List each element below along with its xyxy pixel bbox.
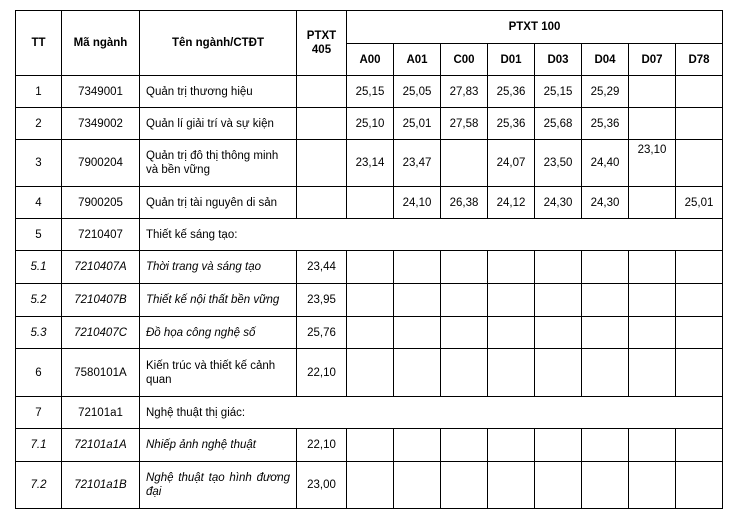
row-group-name: Nghệ thuật thị giác: [140, 397, 723, 429]
header-subject-d07: D07 [629, 44, 676, 76]
row-score-d03: 25,15 [535, 76, 582, 108]
header-ptxt100: PTXT 100 [347, 11, 723, 44]
table-row [16, 397, 723, 429]
row-code: 72101a1A [62, 429, 140, 462]
row-score-a01 [394, 284, 441, 317]
row-ptxt405: 25,76 [297, 317, 347, 349]
row-score-d07 [629, 284, 676, 317]
row-ptxt405 [297, 108, 347, 140]
row-score-d07 [629, 108, 676, 140]
row-code: 72101a1 [62, 397, 140, 429]
row-ptxt405 [297, 140, 347, 187]
row-score-d03 [535, 317, 582, 349]
row-score-a01 [394, 251, 441, 284]
table-row [16, 76, 723, 108]
admission-table-container [15, 10, 723, 509]
row-score-d78 [676, 108, 723, 140]
row-score-a01 [394, 462, 441, 509]
row-score-d07 [629, 187, 676, 219]
table-row [16, 219, 723, 251]
row-code: 7349002 [62, 108, 140, 140]
row-score-d04 [582, 251, 629, 284]
row-code: 7210407B [62, 284, 140, 317]
row-score-d03 [535, 251, 582, 284]
header-subject-d04: D04 [582, 44, 629, 76]
row-score-d78 [676, 349, 723, 397]
row-ptxt405: 22,10 [297, 429, 347, 462]
row-tt: 7 [16, 397, 62, 429]
table-row [16, 251, 723, 284]
header-subject-c00: C00 [441, 44, 488, 76]
row-name: Quản trị tài nguyên di sản [140, 187, 297, 219]
row-score-d78 [676, 251, 723, 284]
table-row [16, 317, 723, 349]
row-score-d04 [582, 429, 629, 462]
row-score-d07 [629, 317, 676, 349]
row-code: 7580101A [62, 349, 140, 397]
row-score-d78 [676, 429, 723, 462]
row-name: Quản lí giải trí và sự kiện [140, 108, 297, 140]
row-score-d07 [629, 251, 676, 284]
row-score-a01: 25,05 [394, 76, 441, 108]
row-score-d78: 25,01 [676, 187, 723, 219]
row-score-d01 [488, 317, 535, 349]
header-subject-a00: A00 [347, 44, 394, 76]
row-score-d04: 24,40 [582, 140, 629, 187]
row-tt: 7.1 [16, 429, 62, 462]
table-row [16, 349, 723, 397]
row-ptxt405 [297, 187, 347, 219]
row-score-d01 [488, 284, 535, 317]
row-score-a00 [347, 284, 394, 317]
row-score-d03 [535, 429, 582, 462]
row-tt: 5.3 [16, 317, 62, 349]
row-score-d07 [629, 349, 676, 397]
row-score-a00 [347, 429, 394, 462]
row-score-a01: 23,47 [394, 140, 441, 187]
row-score-d04: 25,29 [582, 76, 629, 108]
table-row [16, 462, 723, 509]
row-score-d04 [582, 317, 629, 349]
row-score-d07 [629, 76, 676, 108]
row-score-d78 [676, 284, 723, 317]
row-score-d78 [676, 140, 723, 187]
row-ptxt405: 23,00 [297, 462, 347, 509]
table-row [16, 140, 723, 187]
row-name: Quản trị đô thị thông minh và bền vững [140, 140, 297, 187]
row-score-d04 [582, 284, 629, 317]
table-row [16, 108, 723, 140]
row-tt: 4 [16, 187, 62, 219]
row-name: Đồ họa công nghệ số [140, 317, 297, 349]
table-body [16, 76, 723, 509]
row-score-d78 [676, 76, 723, 108]
admission-score-table [15, 10, 723, 509]
row-score-d03 [535, 349, 582, 397]
row-score-d04: 25,36 [582, 108, 629, 140]
row-tt: 5 [16, 219, 62, 251]
row-score-d03: 25,68 [535, 108, 582, 140]
row-ptxt405: 22,10 [297, 349, 347, 397]
row-score-d07: 23,10 [629, 140, 676, 187]
row-score-a00: 23,14 [347, 140, 394, 187]
row-score-c00 [441, 349, 488, 397]
row-score-a01: 25,01 [394, 108, 441, 140]
row-score-a00: 25,10 [347, 108, 394, 140]
header-ptxt405: PTXT 405 [297, 11, 347, 76]
row-score-c00 [441, 317, 488, 349]
row-code: 7349001 [62, 76, 140, 108]
row-score-d01 [488, 349, 535, 397]
row-score-c00: 26,38 [441, 187, 488, 219]
row-score-c00: 27,83 [441, 76, 488, 108]
row-name: Thời trang và sáng tạo [140, 251, 297, 284]
row-name: Nghệ thuật tạo hình đương đại [140, 462, 297, 509]
header-subject-a01: A01 [394, 44, 441, 76]
row-name: Thiết kế nội thất bền vững [140, 284, 297, 317]
row-ptxt405: 23,95 [297, 284, 347, 317]
row-score-c00 [441, 462, 488, 509]
header-subject-d03: D03 [535, 44, 582, 76]
row-tt: 3 [16, 140, 62, 187]
row-score-d01: 25,36 [488, 108, 535, 140]
row-tt: 1 [16, 76, 62, 108]
row-score-a00 [347, 187, 394, 219]
row-score-a00 [347, 317, 394, 349]
header-name: Tên ngành/CTĐT [140, 11, 297, 76]
row-score-d01: 24,12 [488, 187, 535, 219]
row-group-name: Thiết kế sáng tạo: [140, 219, 723, 251]
row-score-d01: 25,36 [488, 76, 535, 108]
header-subject-d78: D78 [676, 44, 723, 76]
row-score-d78 [676, 462, 723, 509]
row-ptxt405 [297, 76, 347, 108]
row-score-d03: 24,30 [535, 187, 582, 219]
row-score-a00 [347, 349, 394, 397]
header-row-top [16, 11, 723, 44]
row-score-a00: 25,15 [347, 76, 394, 108]
header-subject-d01: D01 [488, 44, 535, 76]
row-code: 7210407A [62, 251, 140, 284]
row-score-d01 [488, 429, 535, 462]
row-name: Kiến trúc và thiết kế cảnh quan [140, 349, 297, 397]
row-score-c00 [441, 140, 488, 187]
row-score-d04: 24,30 [582, 187, 629, 219]
row-ptxt405: 23,44 [297, 251, 347, 284]
row-score-a00 [347, 462, 394, 509]
row-score-d01: 24,07 [488, 140, 535, 187]
row-code: 7900204 [62, 140, 140, 187]
row-score-a01 [394, 317, 441, 349]
row-score-d07 [629, 429, 676, 462]
row-score-d78 [676, 317, 723, 349]
row-score-d03: 23,50 [535, 140, 582, 187]
row-score-a01 [394, 429, 441, 462]
row-score-d03 [535, 284, 582, 317]
row-score-c00 [441, 284, 488, 317]
row-code: 7210407C [62, 317, 140, 349]
row-tt: 7.2 [16, 462, 62, 509]
row-tt: 5.1 [16, 251, 62, 284]
row-name: Quản trị thương hiệu [140, 76, 297, 108]
row-score-d07 [629, 462, 676, 509]
row-name: Nhiếp ảnh nghệ thuật [140, 429, 297, 462]
row-code: 7900205 [62, 187, 140, 219]
row-tt: 2 [16, 108, 62, 140]
row-tt: 5.2 [16, 284, 62, 317]
row-score-d04 [582, 462, 629, 509]
row-code: 7210407 [62, 219, 140, 251]
row-score-c00 [441, 429, 488, 462]
table-row [16, 284, 723, 317]
row-code: 72101a1B [62, 462, 140, 509]
row-score-d04 [582, 349, 629, 397]
row-score-c00: 27,58 [441, 108, 488, 140]
row-score-a01: 24,10 [394, 187, 441, 219]
row-tt: 6 [16, 349, 62, 397]
row-score-d03 [535, 462, 582, 509]
row-score-d01 [488, 462, 535, 509]
row-score-d01 [488, 251, 535, 284]
row-score-a00 [347, 251, 394, 284]
table-row [16, 429, 723, 462]
row-score-c00 [441, 251, 488, 284]
table-row [16, 187, 723, 219]
row-score-a01 [394, 349, 441, 397]
header-code: Mã ngành [62, 11, 140, 76]
header-tt: TT [16, 11, 62, 76]
